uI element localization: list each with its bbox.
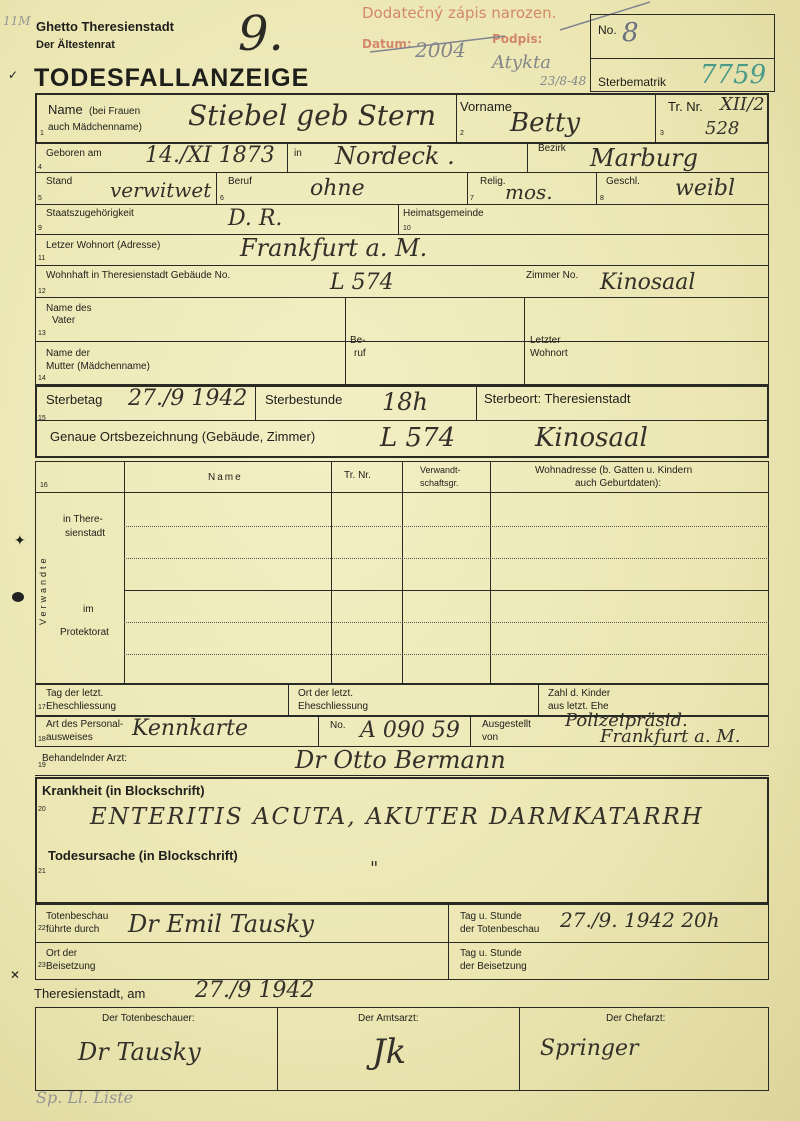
- trnr-value1: XII/2: [720, 94, 765, 115]
- divider: [398, 204, 399, 235]
- stand-label: Stand: [46, 176, 73, 187]
- row-number: 9: [38, 225, 42, 232]
- sig1-value: Dr Tausky: [78, 1038, 201, 1066]
- stand-value: verwitwet: [110, 178, 212, 202]
- sterbetag-value: 27./9 1942: [128, 386, 248, 411]
- row-number: 20: [38, 806, 46, 813]
- id-no-label: No.: [330, 720, 346, 731]
- divider: [476, 387, 477, 420]
- bezirk-label: Bezirk: [538, 143, 566, 154]
- ausgestellt-value1: Polizeipräsid.: [565, 710, 688, 731]
- divider: [288, 684, 289, 716]
- stamp-line: Dodatečný zápis narozen.: [362, 4, 557, 22]
- ort-value2: Kinosaal: [535, 423, 648, 453]
- marriage-ort1: Ort der letzt.: [298, 688, 354, 699]
- divider: [35, 775, 769, 776]
- grid-line: [124, 590, 769, 591]
- wohnhaft-label: Wohnhaft in Theresienstadt Gebäude No.: [46, 270, 231, 281]
- name-label-note: (bei Frauen: [89, 106, 141, 117]
- row-number: 21: [38, 868, 46, 875]
- letzter-label2: Wohnort: [530, 348, 568, 359]
- marriage-zahl1: Zahl d. Kinder: [548, 688, 611, 699]
- in-label: in: [294, 148, 302, 159]
- wohnhaft-value: L 574: [330, 270, 394, 295]
- divider: [124, 461, 125, 684]
- col-name: Name: [208, 472, 243, 483]
- divider: [277, 1007, 278, 1091]
- punch-mark: ✕: [10, 968, 21, 982]
- sig1-label: Der Totenbeschauer:: [102, 1013, 195, 1024]
- margin-note: 11M: [3, 14, 31, 28]
- trnr-value2: 528: [705, 118, 740, 139]
- in-value: Nordeck .: [335, 142, 455, 170]
- row-number: 16: [40, 482, 48, 489]
- punch-mark: ✦: [14, 532, 26, 548]
- name-label: Name: [48, 102, 83, 117]
- row-number: 18: [38, 736, 46, 743]
- row-number: 11: [38, 255, 46, 262]
- divider: [467, 172, 468, 205]
- tagb-label1: Tag u. Stunde: [460, 948, 522, 959]
- protektorat-label: Protektorat: [60, 627, 109, 638]
- form-title: TODESFALLANZEIGE: [34, 64, 310, 92]
- row-number: 13: [38, 330, 46, 337]
- marriage-ort2: Eheschliessung: [298, 701, 369, 712]
- matrik-divider: [590, 58, 775, 59]
- divider: [456, 95, 457, 142]
- title-arrow-icon: ✓: [8, 68, 19, 82]
- name-value: Stiebel geb Stern: [188, 99, 437, 132]
- krankheit-label: Krankheit (in Blockschrift): [42, 783, 205, 798]
- ausgestellt-label2: von: [482, 732, 499, 743]
- krankheit-value: ENTERITIS ACUTA, AKUTER DARMKATARRH: [90, 804, 704, 830]
- beruf-value: ohne: [310, 176, 365, 201]
- heimat-label: Heimatsgemeinde: [403, 208, 484, 219]
- art-label2: ausweises: [46, 732, 93, 743]
- row-number: 8: [600, 195, 604, 202]
- punch-hole: [12, 592, 24, 602]
- mutter-label2: Mutter (Mädchenname): [46, 361, 150, 372]
- col-adr1: Wohnadresse (b. Gatten u. Kindern: [535, 465, 693, 476]
- staats-row: [35, 204, 769, 235]
- row-number: 23: [38, 962, 46, 969]
- zimmer-value: Kinosaal: [600, 270, 696, 295]
- row-number: 2: [460, 130, 464, 137]
- tag-value: 27./9. 1942 20h: [560, 908, 720, 932]
- divider: [287, 142, 288, 173]
- row-number: 4: [38, 164, 42, 171]
- sterbestunde-value: 18h: [382, 388, 428, 416]
- tag-label1: Tag u. Stunde: [460, 911, 522, 922]
- ausgestellt-label1: Ausgestellt: [482, 719, 531, 730]
- divider: [345, 297, 346, 385]
- row-number: 14: [38, 375, 46, 382]
- row-number: 15: [38, 415, 46, 422]
- name-label-note2: auch Mädchenname): [48, 122, 142, 133]
- staats-value: D. R.: [228, 206, 283, 231]
- divider: [655, 95, 656, 142]
- wohnort-value: Frankfurt a. M.: [240, 234, 428, 262]
- sterbeort-label: Sterbeort: Theresienstadt: [484, 391, 631, 406]
- divider: [318, 716, 319, 747]
- relig-label: Relig.: [480, 176, 506, 187]
- no-label: No.: [598, 23, 617, 37]
- divider: [490, 461, 491, 684]
- vorname-label: Vorname: [460, 99, 513, 114]
- stamp-datum-label: Datum:: [362, 37, 412, 51]
- divider: [36, 341, 768, 342]
- art-value: Kennkarte: [132, 716, 249, 741]
- geschl-value: weibl: [675, 176, 736, 201]
- row-number: 12: [38, 288, 46, 295]
- vater-label2: Vater: [52, 315, 76, 326]
- ort-label: Genaue Ortsbezeichnung (Gebäude, Zimmer): [50, 429, 316, 444]
- trnr-label: Tr. Nr.: [668, 99, 703, 114]
- grid-line: [124, 526, 769, 527]
- place-date: 27./9 1942: [195, 978, 315, 1003]
- divider: [37, 420, 767, 421]
- row-number: 19: [38, 762, 46, 769]
- org-name: Ghetto Theresienstadt: [36, 19, 174, 34]
- sig3-label: Der Chefarzt:: [606, 1013, 666, 1024]
- marriage-tag2: Eheschliessung: [46, 701, 117, 712]
- tagb-label2: der Beisetzung: [460, 961, 527, 972]
- sterbematrik-label: Sterbematrik: [598, 75, 667, 89]
- marriage-zahl2: aus letzt. Ehe: [548, 701, 609, 712]
- ort-value1: L 574: [380, 423, 456, 453]
- toten-value: Dr Emil Tausky: [128, 910, 314, 938]
- wohnort-label: Letzer Wohnort (Adresse): [46, 240, 161, 251]
- bezirk-value: Marburg: [590, 144, 699, 172]
- pencil-note: Sp. Ll. Liste: [36, 1088, 134, 1107]
- row-number: 5: [38, 195, 42, 202]
- sig2-label: Der Amtsarzt:: [358, 1013, 419, 1024]
- sterbetag-label: Sterbetag: [46, 392, 103, 407]
- mutter-label1: Name der: [46, 348, 90, 359]
- tag-label2: der Totenbeschau: [460, 924, 540, 935]
- sterbestunde-label: Sterbestunde: [265, 392, 343, 407]
- row-number: 17: [38, 704, 46, 711]
- ausgestellt-value2: Frankfurt a. M.: [600, 726, 741, 747]
- place-label: Theresienstadt, am: [34, 986, 146, 1001]
- col-verw2: schaftsgr.: [420, 478, 459, 488]
- divider: [596, 172, 597, 205]
- ortb-label1: Ort der: [46, 948, 78, 959]
- col-adr2: auch Geburtdaten):: [575, 478, 662, 489]
- stamp-datum-value: 2004: [415, 38, 466, 62]
- divider: [402, 461, 403, 684]
- letzter-label1: Letzter: [530, 335, 561, 346]
- divider: [331, 461, 332, 684]
- ortb-label2: Beisetzung: [46, 961, 96, 972]
- beruf2-label1: Be-: [350, 335, 366, 346]
- art-label1: Art des Personal-: [46, 719, 124, 730]
- marriage-tag1: Tag der letzt.: [46, 688, 104, 699]
- stamp-date: 23/8-48: [540, 74, 587, 88]
- geboren-label: Geboren am: [46, 148, 102, 159]
- col-verw1: Verwandt-: [420, 465, 461, 475]
- im-label: im: [83, 604, 94, 615]
- relig-value: mos.: [505, 180, 553, 204]
- staats-label: Staatszugehörigkeit: [46, 208, 134, 219]
- vater-label1: Name des: [46, 303, 92, 314]
- sterbematrik-value: 7759: [700, 60, 767, 90]
- divider: [519, 1007, 520, 1091]
- row-number: 3: [660, 130, 664, 137]
- in-there1: in There-: [63, 514, 103, 525]
- no-value: 8: [622, 18, 639, 48]
- row-number: 6: [220, 195, 224, 202]
- sig3-value: Springer: [540, 1036, 639, 1061]
- beisetzung-row: [35, 942, 769, 980]
- stamp-podpis-label: Podpis:: [492, 32, 543, 46]
- row-number: 7: [470, 195, 474, 202]
- toten-label2: führte durch: [46, 924, 100, 935]
- row-number: 22: [38, 925, 46, 932]
- divider: [524, 297, 525, 385]
- vorname-value: Betty: [510, 108, 581, 138]
- row-number: 1: [40, 130, 44, 137]
- col-trnr: Tr. Nr.: [344, 470, 371, 481]
- geboren-value: 14./XI 1873: [145, 143, 275, 168]
- zimmer-label: Zimmer No.: [526, 270, 579, 281]
- id-no-value: A 090 59: [360, 718, 460, 743]
- row-number: 10: [403, 225, 411, 232]
- ursache-value: ": [370, 858, 379, 879]
- in-there2: sienstadt: [65, 528, 106, 539]
- sig2-value: Jk: [372, 1032, 407, 1072]
- grid-line: [124, 654, 769, 655]
- divider: [527, 142, 528, 173]
- org-council: Der Ältestenrat: [36, 39, 115, 51]
- relatives-vertical: Verwandte: [38, 555, 48, 625]
- beruf2-label2: ruf: [354, 348, 366, 359]
- arzt-value: Dr Otto Bermann: [295, 746, 506, 774]
- big-number: 9.: [238, 6, 284, 62]
- ursache-label: Todesursache (in Blockschrift): [48, 848, 238, 863]
- arzt-label: Behandelnder Arzt:: [42, 753, 128, 764]
- grid-line: [124, 622, 769, 623]
- stamp-podpis-value: Atykta: [492, 52, 551, 73]
- toten-label1: Totenbeschau: [46, 911, 109, 922]
- beruf-label: Beruf: [228, 176, 252, 187]
- divider: [255, 387, 256, 420]
- geschl-label: Geschl.: [606, 176, 640, 187]
- divider: [470, 716, 471, 747]
- grid-line: [124, 558, 769, 559]
- divider: [216, 172, 217, 205]
- divider: [538, 684, 539, 716]
